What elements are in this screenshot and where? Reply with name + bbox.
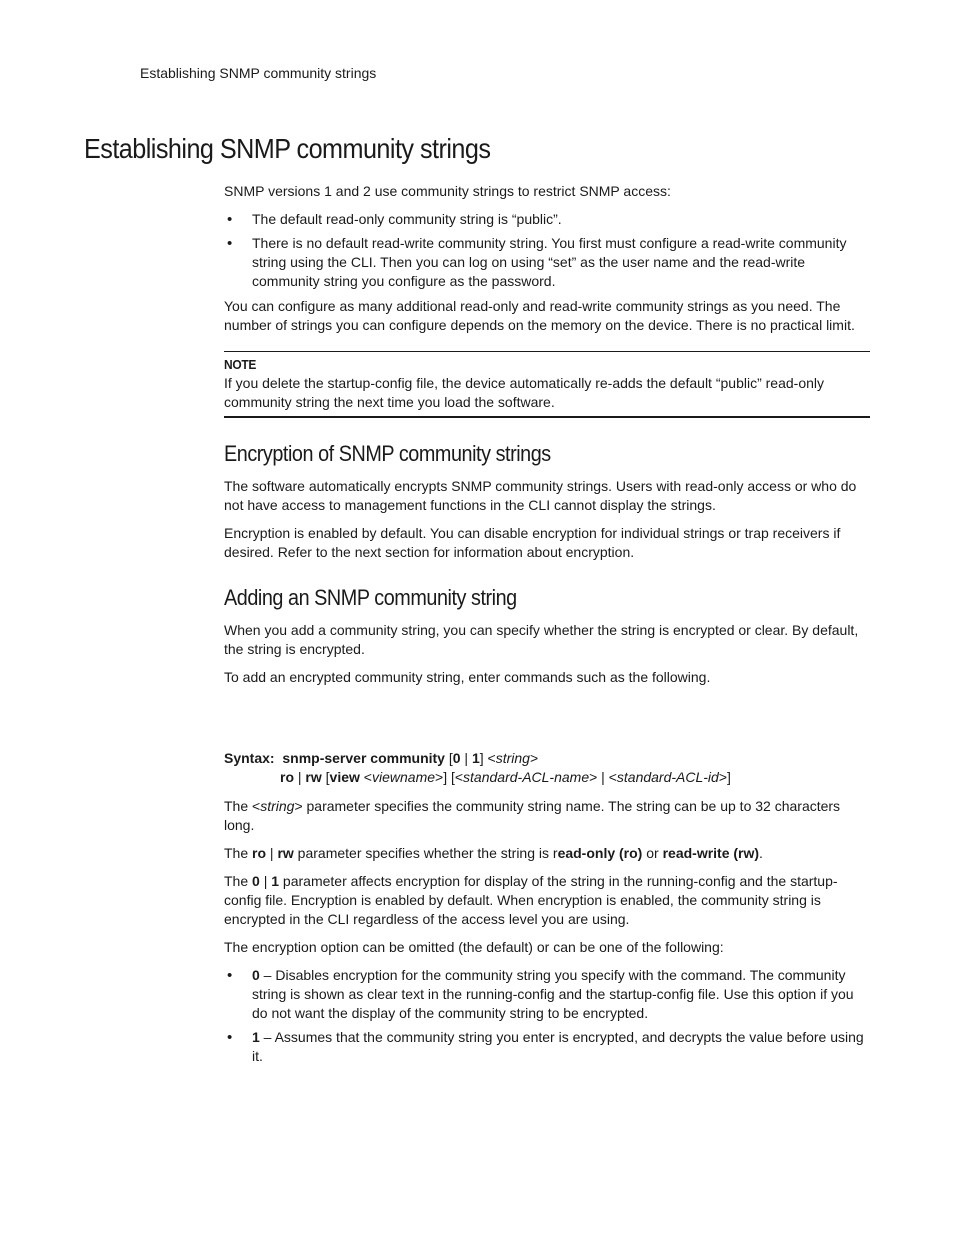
- syntax-acl-name: standard-ACL-name: [463, 769, 590, 785]
- encryption-paragraph-2: Encryption is enabled by default. You can disable encryption for individual strings or trap receivers if desired. Refer to the next section for information about encryption.: [224, 525, 841, 560]
- note-box: [224, 351, 870, 418]
- syntax-string-param: string: [495, 750, 530, 766]
- syntax-ro: ro: [280, 769, 294, 785]
- list-item: • There is no default read-write community string. You first must configure a read-write community string using the CLI. Then you can log on using “set” as the user name and the read-write community string you configure as the password.: [224, 234, 870, 291]
- list-item: • The default read-only community string is “public”.: [224, 210, 870, 229]
- text-run: parameter affects encryption for display of the string in the running-config and the startup-config file. Encryption is enabled by default. When encryption is enabled, the community string is encrypted in the CLI regardless of the access level you are using.: [224, 873, 838, 927]
- syntax-viewname: viewname: [371, 769, 436, 785]
- syntax-line-2: [224, 768, 870, 787]
- adding-paragraph-1: When you add a community string, you can specify whether the string is encrypted or clear. By default, the string is encrypted.: [224, 622, 859, 657]
- text-run: The: [224, 845, 253, 861]
- adding-heading: Adding an SNMP community string: [224, 585, 517, 610]
- note-label: NOTE: [224, 357, 257, 372]
- syntax-token: ] <: [479, 750, 496, 766]
- syntax-view: view: [329, 769, 360, 785]
- text-run: parameter specifies whether the string is r: [293, 845, 558, 861]
- running-header: Establishing SNMP community strings: [140, 65, 377, 81]
- syntax-acl-id: standard-ACL-id: [616, 769, 719, 785]
- syntax-token: [: [321, 769, 330, 785]
- option-text: – Disables encryption for the community string you specify with the command. The community string is shown as clear text in the running-config and the startup-config file. Use this option if you do not want the display of the community string to be encrypted.: [252, 967, 854, 1021]
- param-rorw-paragraph: [224, 844, 870, 863]
- encryption-heading: Encryption of SNMP community strings: [224, 441, 551, 466]
- read-only-term: ead-only (ro): [557, 845, 643, 861]
- syntax-block: [224, 749, 870, 787]
- adding-paragraph-2: To add an encrypted community string, enter commands such as the following.: [224, 669, 711, 685]
- option-key: 0: [252, 967, 260, 983]
- intro-paragraph: SNMP versions 1 and 2 use community strings to restrict SNMP access:: [224, 183, 671, 199]
- syntax-rw: rw: [305, 769, 322, 785]
- syntax-token: |: [460, 750, 472, 766]
- syntax-command: snmp-server community: [282, 750, 445, 766]
- text-run: |: [259, 873, 272, 889]
- option-text: – Assumes that the community string you enter is encrypted, and decrypts the value before using it.: [252, 1029, 864, 1064]
- text-run: > parameter specifies the community string name. The string can be up to 32 characters long.: [224, 798, 841, 833]
- syntax-token: > | <: [589, 769, 617, 785]
- text-run: or: [642, 845, 663, 861]
- syntax-token: >] [<: [435, 769, 464, 785]
- syntax-token: [: [444, 750, 453, 766]
- options-intro: The encryption option can be omitted (the default) or can be one of the following:: [224, 939, 724, 955]
- param-opt0: 0: [252, 873, 260, 889]
- syntax-token: <: [359, 769, 372, 785]
- param-01-paragraph: [224, 872, 870, 929]
- page-title: Establishing SNMP community strings: [84, 133, 491, 164]
- text-run: .: [759, 845, 763, 861]
- text-run: The <: [224, 798, 261, 814]
- list-item: [224, 966, 870, 1023]
- syntax-token: >: [529, 750, 539, 766]
- syntax-opt0: 0: [452, 750, 461, 766]
- text-run: |: [266, 845, 278, 861]
- option-key: 1: [252, 1029, 260, 1045]
- default-strings-list: [224, 210, 870, 291]
- param-string-paragraph: [224, 797, 870, 835]
- encryption-options-list: [224, 966, 870, 1066]
- text-run: The: [224, 873, 253, 889]
- param-string-name: string: [260, 798, 295, 814]
- syntax-token: >]: [718, 769, 731, 785]
- syntax-opt1: 1: [471, 750, 480, 766]
- main-content: [224, 182, 870, 1072]
- list-item: [224, 1028, 870, 1066]
- syntax-label: Syntax:: [224, 750, 275, 766]
- note-text: If you delete the startup-config file, the device automatically re-adds the default “public” read-only community string the next time you load the software.: [224, 375, 824, 410]
- param-opt1: 1: [271, 873, 280, 889]
- read-write-term: read-write (rw): [662, 845, 760, 861]
- param-rw: rw: [277, 845, 294, 861]
- syntax-token: |: [294, 769, 306, 785]
- param-ro: ro: [252, 845, 267, 861]
- encryption-paragraph-1: The software automatically encrypts SNMP community strings. Users with read-only access or who do not have access to management functions in the CLI cannot display the strings.: [224, 478, 857, 513]
- configure-many-paragraph: You can configure as many additional read-only and read-write community strings as you need. The number of strings you can configure depends on the memory on the device. There is no practical limit.: [224, 298, 855, 333]
